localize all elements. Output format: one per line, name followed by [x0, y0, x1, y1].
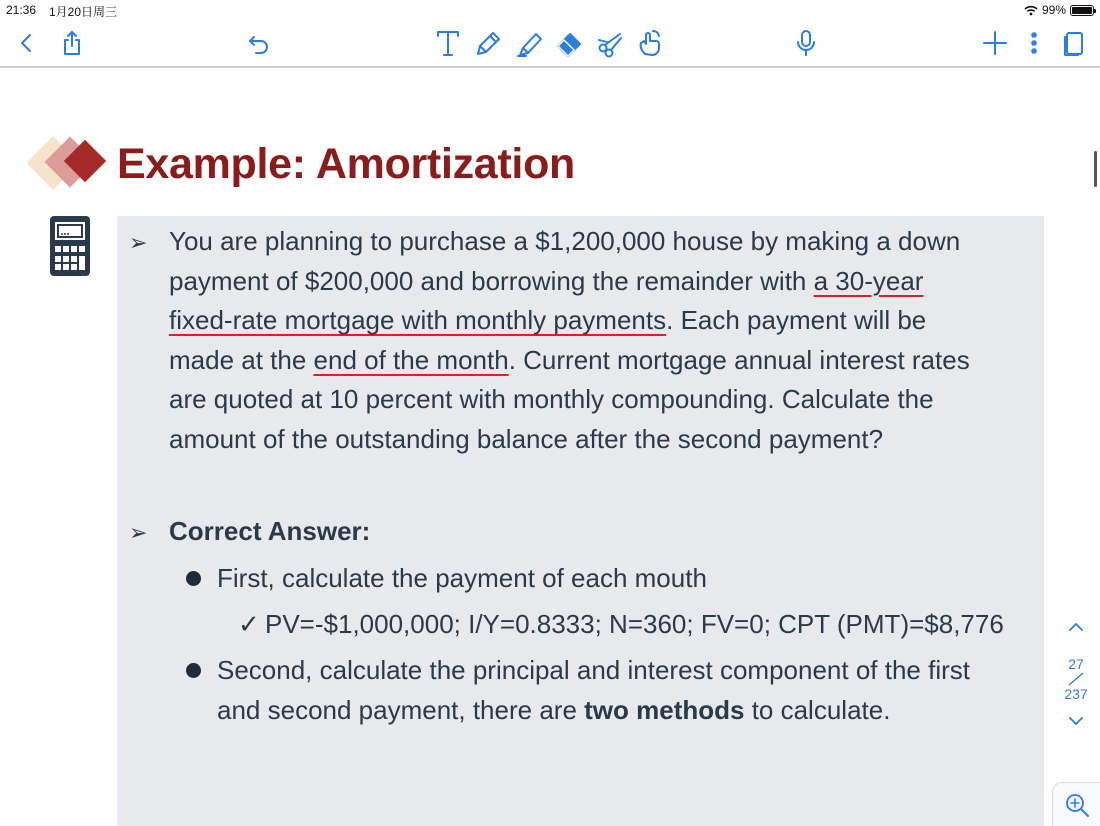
underlined-text: end of the month	[313, 344, 509, 375]
step-2-line-2: and second payment, there are two methods to calculate.	[217, 694, 891, 725]
arrow-bullet-icon: ➢	[129, 230, 148, 255]
page-up-icon[interactable]	[1058, 620, 1094, 644]
status-time: 21:36	[6, 3, 37, 17]
bullet-dot-icon	[186, 663, 201, 678]
scrollbar-thumb[interactable]	[1094, 151, 1097, 187]
underlined-text: fixed-rate mortgage with monthly payments	[169, 305, 667, 335]
slide-title: Example: Amortization	[117, 140, 576, 188]
microphone-icon[interactable]	[789, 26, 823, 60]
page-navigator	[1058, 620, 1094, 738]
bold-text: two methods	[584, 694, 745, 725]
text-tool-icon[interactable]	[431, 26, 465, 60]
pages-icon[interactable]	[1057, 26, 1091, 60]
add-icon[interactable]	[978, 26, 1012, 60]
battery-level	[1072, 7, 1092, 14]
question-line-5: are quoted at 10 percent with monthly compounding. Calculate the	[169, 384, 934, 414]
question-line-3: fixed-rate mortgage with monthly payments. Each payment will be	[169, 305, 927, 335]
share-icon[interactable]	[55, 26, 89, 60]
page-divider	[1058, 672, 1094, 686]
question-line-1: You are planning to purchase a $1,200,000 house by making a down	[169, 226, 961, 256]
arrow-bullet-icon: ➢	[129, 520, 148, 545]
step-1-text: First, calculate the payment of each mouth	[217, 563, 707, 593]
status-date: 1月20日周三	[49, 5, 118, 19]
back-icon[interactable]	[10, 26, 44, 60]
question-line-6: amount of the outstanding balance after the second payment?	[169, 423, 884, 454]
calculator-icon	[48, 214, 92, 278]
step-1-detail: PV=-$1,000,000; I/Y=0.8333; N=360; FV=0; CPT (PMT)=$8,776	[265, 609, 1004, 639]
eraser-tool-icon[interactable]	[552, 26, 586, 60]
question-text	[169, 222, 1039, 459]
undo-icon[interactable]	[242, 26, 276, 60]
highlighter-tool-icon[interactable]	[512, 26, 546, 60]
question-line-4: made at the end of the month. Current mortgage annual interest rates	[169, 344, 970, 375]
battery-icon	[1070, 5, 1094, 16]
question-line-2: payment of $200,000 and borrowing the remainder with a 30-year	[169, 265, 924, 296]
zoom-in-icon	[1064, 792, 1090, 818]
step-2-line-1: Second, calculate the principal and interest component of the first	[217, 655, 970, 685]
battery-percent: 99%	[1041, 3, 1066, 17]
toolbar	[0, 20, 1100, 68]
page-down-icon[interactable]	[1058, 714, 1094, 738]
status-bar	[0, 0, 1100, 20]
wifi-icon	[1024, 5, 1038, 16]
more-icon[interactable]	[1017, 26, 1051, 60]
total-pages: 237	[1064, 686, 1088, 702]
underlined-text: a 30-year	[813, 265, 924, 296]
lasso-tool-icon[interactable]	[593, 26, 627, 60]
zoom-button[interactable]	[1052, 782, 1100, 826]
title-diamonds-decoration	[28, 136, 112, 194]
answer-heading: Correct Answer:	[169, 516, 371, 546]
pen-tool-icon[interactable]	[471, 26, 505, 60]
check-icon: ✓	[238, 609, 260, 639]
status-right	[1024, 3, 1094, 17]
hand-tool-icon[interactable]	[633, 26, 667, 60]
current-page: 27	[1068, 656, 1084, 672]
bullet-dot-icon	[186, 571, 201, 586]
step-2-text	[217, 651, 1037, 730]
